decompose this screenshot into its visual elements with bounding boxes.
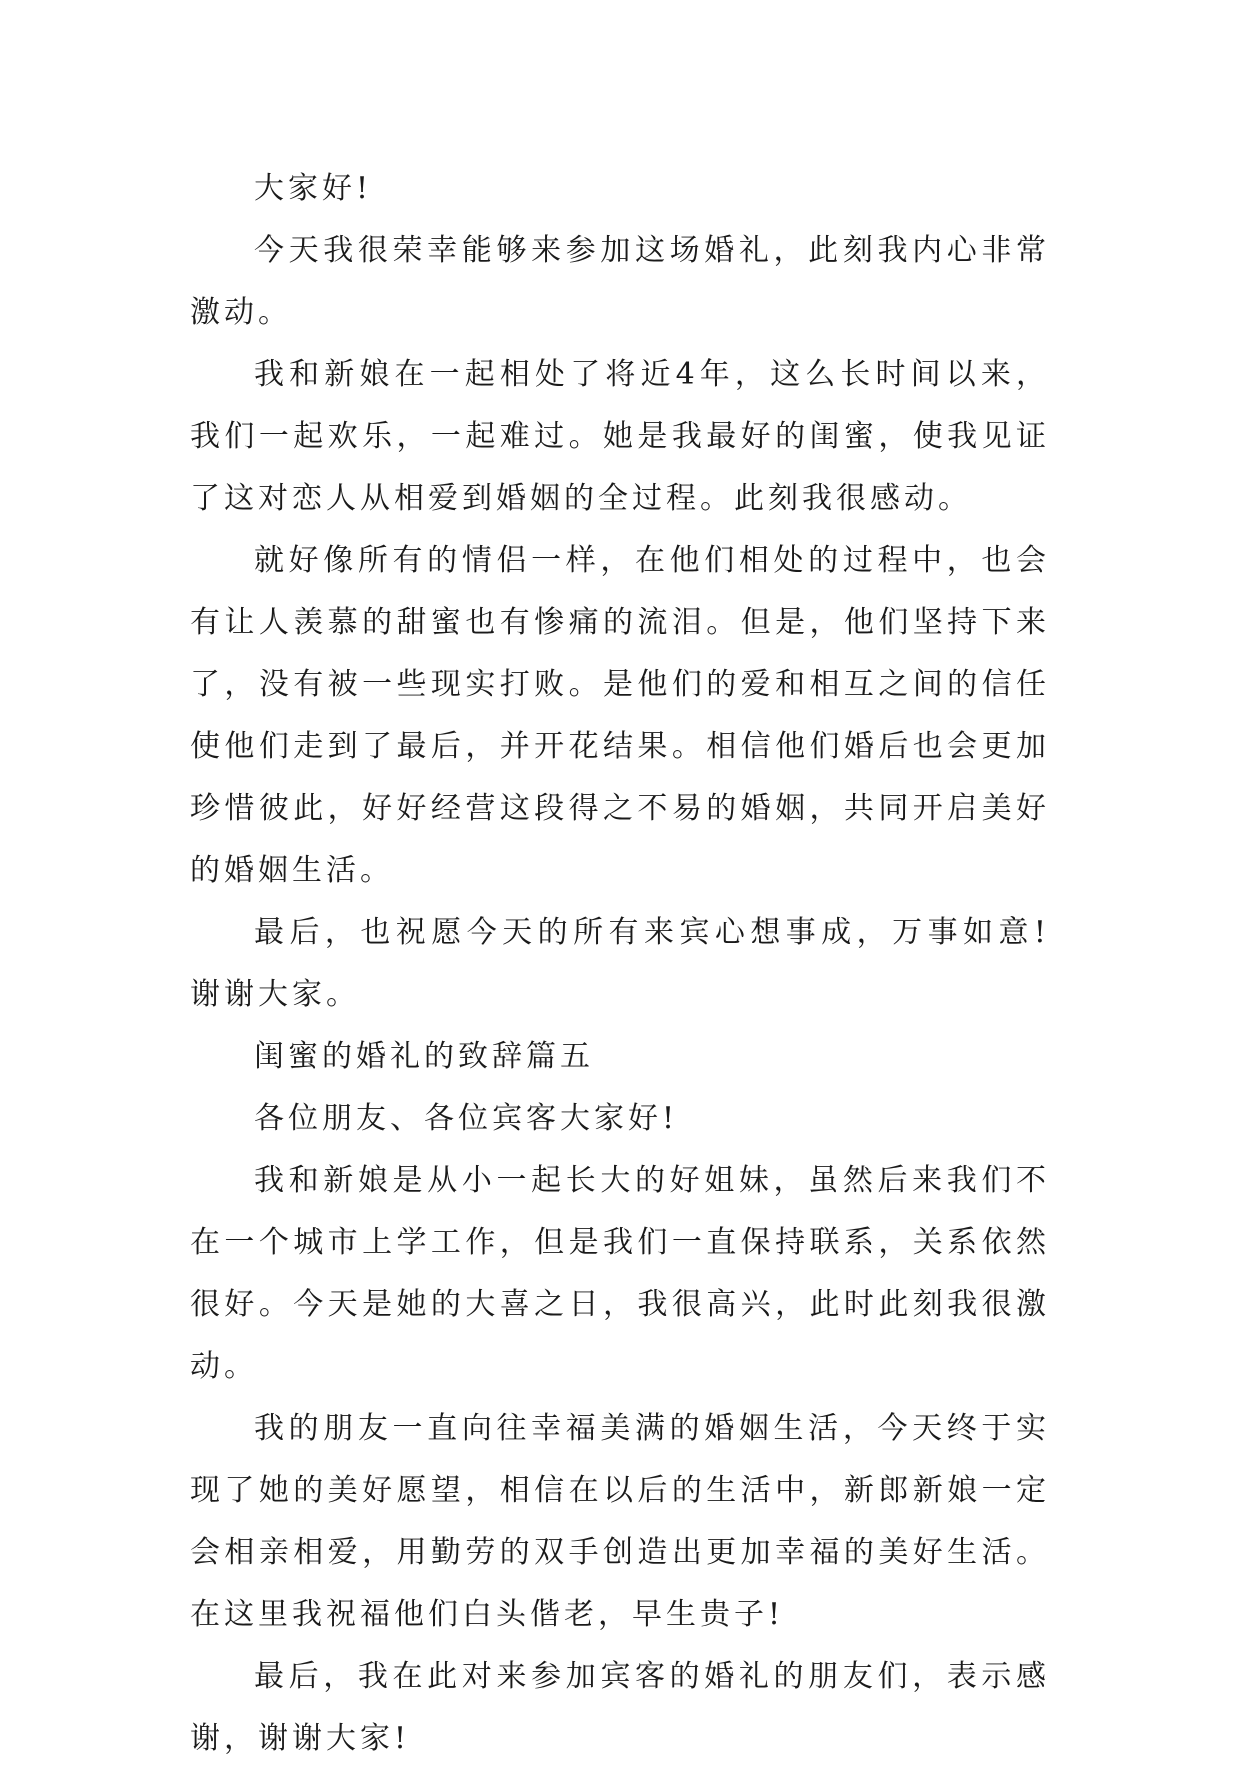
paragraph-honored: 今天我很荣幸能够来参加这场婚礼，此刻我内心非常激动。 xyxy=(190,233,1050,330)
paragraph-greeting: 大家好! xyxy=(254,171,373,206)
paragraph-grew-up-together: 我和新娘是从小一起长大的好姐妹，虽然后来我们不在一个城市上学工作，但是我们一直保持联系，关系依然很好。今天是她的大喜之日，我很高兴，此时此刻我很激动。 xyxy=(190,1163,1050,1384)
paragraph-four-years: 我和新娘在一起相处了将近4年，这么长时间以来，我们一起欢乐，一起难过。她是我最好的闺蜜，使我见证了这对恋人从相爱到婚姻的全过程。此刻我很感动。 xyxy=(190,357,1050,516)
document-body xyxy=(190,158,1050,1770)
paragraph-blessing: 我的朋友一直向往幸福美满的婚姻生活，今天终于实现了她的美好愿望，相信在以后的生活中，新郎新娘一定会相亲相爱，用勤劳的双手创造出更加幸福的美好生活。在这里我祝福他们白头偕老，早生贵子! xyxy=(190,1411,1050,1632)
paragraph-thanks: 最后，我在此对来参加宾客的婚礼的朋友们，表示感谢，谢谢大家! xyxy=(190,1659,1050,1756)
paragraph-greeting-guests: 各位朋友、各位宾客大家好! xyxy=(254,1101,679,1136)
section-heading: 闺蜜的婚礼的致辞篇五 xyxy=(254,1039,594,1074)
paragraph-closing-wishes: 最后，也祝愿今天的所有来宾心想事成，万事如意!谢谢大家。 xyxy=(190,915,1050,1012)
paragraph-like-all-couples: 就好像所有的情侣一样，在他们相处的过程中，也会有让人羡慕的甜蜜也有惨痛的流泪。但是，他们坚持下来了，没有被一些现实打败。是他们的爱和相互之间的信任使他们走到了最后，并开花结果。相信他们婚后也会更加珍惜彼此，好好经营这段得之不易的婚姻，共同开启美好的婚姻生活。 xyxy=(190,543,1050,888)
